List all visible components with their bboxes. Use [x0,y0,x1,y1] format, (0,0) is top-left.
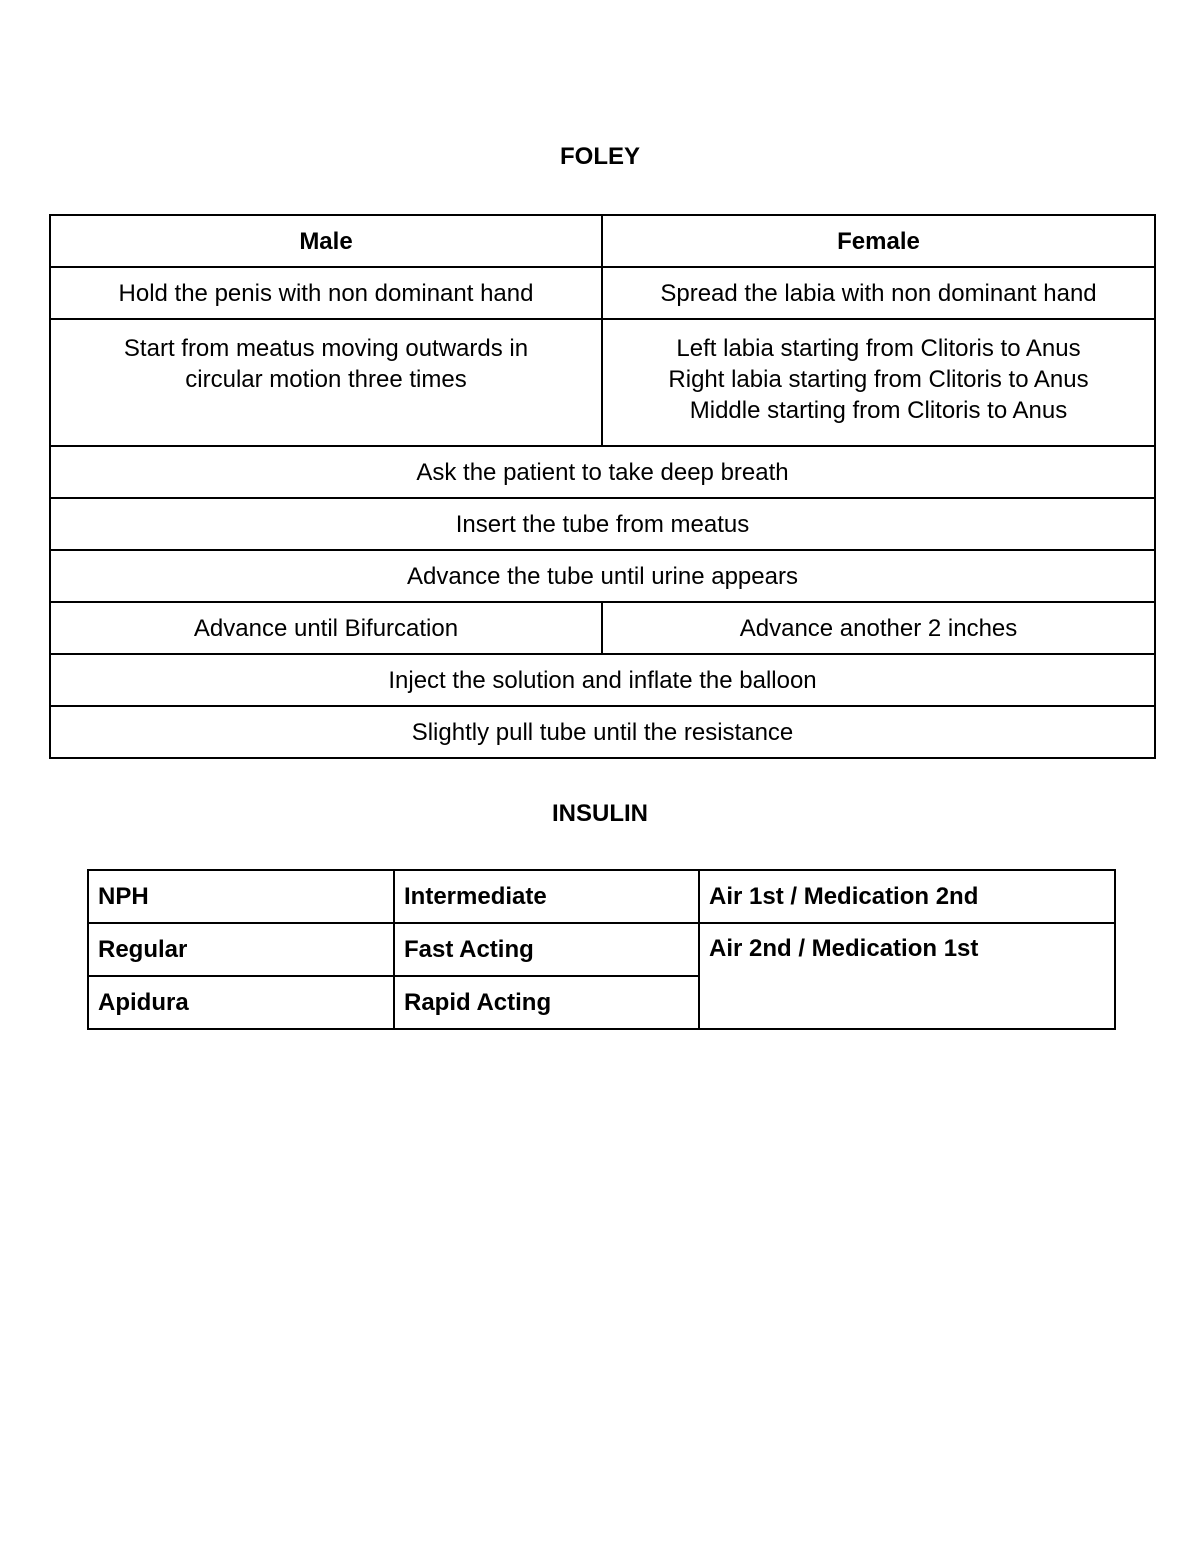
insulin-type-cell: Regular [88,923,394,976]
insulin-rule-cell: Air 1st / Medication 2nd [699,870,1115,923]
female-header: Female [602,215,1155,267]
step-advance-urine: Advance the tube until urine appears [50,550,1155,602]
table-row [50,550,1155,602]
insulin-rule-cell: Air 2nd / Medication 1st [699,923,1115,1029]
table-row [50,215,1155,267]
female-clean-line: Right labia starting from Clitoris to Anus [668,366,1089,393]
table-row [88,923,1115,976]
female-step-advance: Advance another 2 inches [602,602,1155,654]
table-row [50,498,1155,550]
foley-title: FOLEY [559,143,640,170]
insulin-type-cell: NPH [88,870,394,923]
male-clean-line: Start from meatus moving outwards in [123,335,529,362]
female-clean-line: Middle starting from Clitoris to Anus [689,397,1068,424]
step-pull-tube: Slightly pull tube until the resistance [50,706,1155,758]
male-header: Male [50,215,602,267]
male-clean-line: circular motion three times [185,366,467,393]
step-inflate-balloon: Inject the solution and inflate the balloon [50,654,1155,706]
insulin-speed-cell: Fast Acting [394,923,699,976]
insulin-table [87,869,1116,1030]
table-row [88,870,1115,923]
step-insert-tube: Insert the tube from meatus [50,498,1155,550]
male-step-hold: Hold the penis with non dominant hand [50,267,602,319]
table-row [50,654,1155,706]
insulin-title: INSULIN [552,800,648,827]
female-step-clean [602,319,1155,446]
insulin-speed-cell: Intermediate [394,870,699,923]
male-step-advance: Advance until Bifurcation [50,602,602,654]
male-step-clean [50,319,602,446]
table-row [50,446,1155,498]
table-row [50,602,1155,654]
insulin-type-cell: Apidura [88,976,394,1029]
female-clean-line: Left labia starting from Clitoris to Anus [676,335,1081,362]
step-deep-breath: Ask the patient to take deep breath [50,446,1155,498]
insulin-speed-cell: Rapid Acting [394,976,699,1029]
female-step-spread: Spread the labia with non dominant hand [602,267,1155,319]
table-row [50,267,1155,319]
table-row [50,319,1155,446]
table-row [50,706,1155,758]
foley-table [49,214,1156,759]
